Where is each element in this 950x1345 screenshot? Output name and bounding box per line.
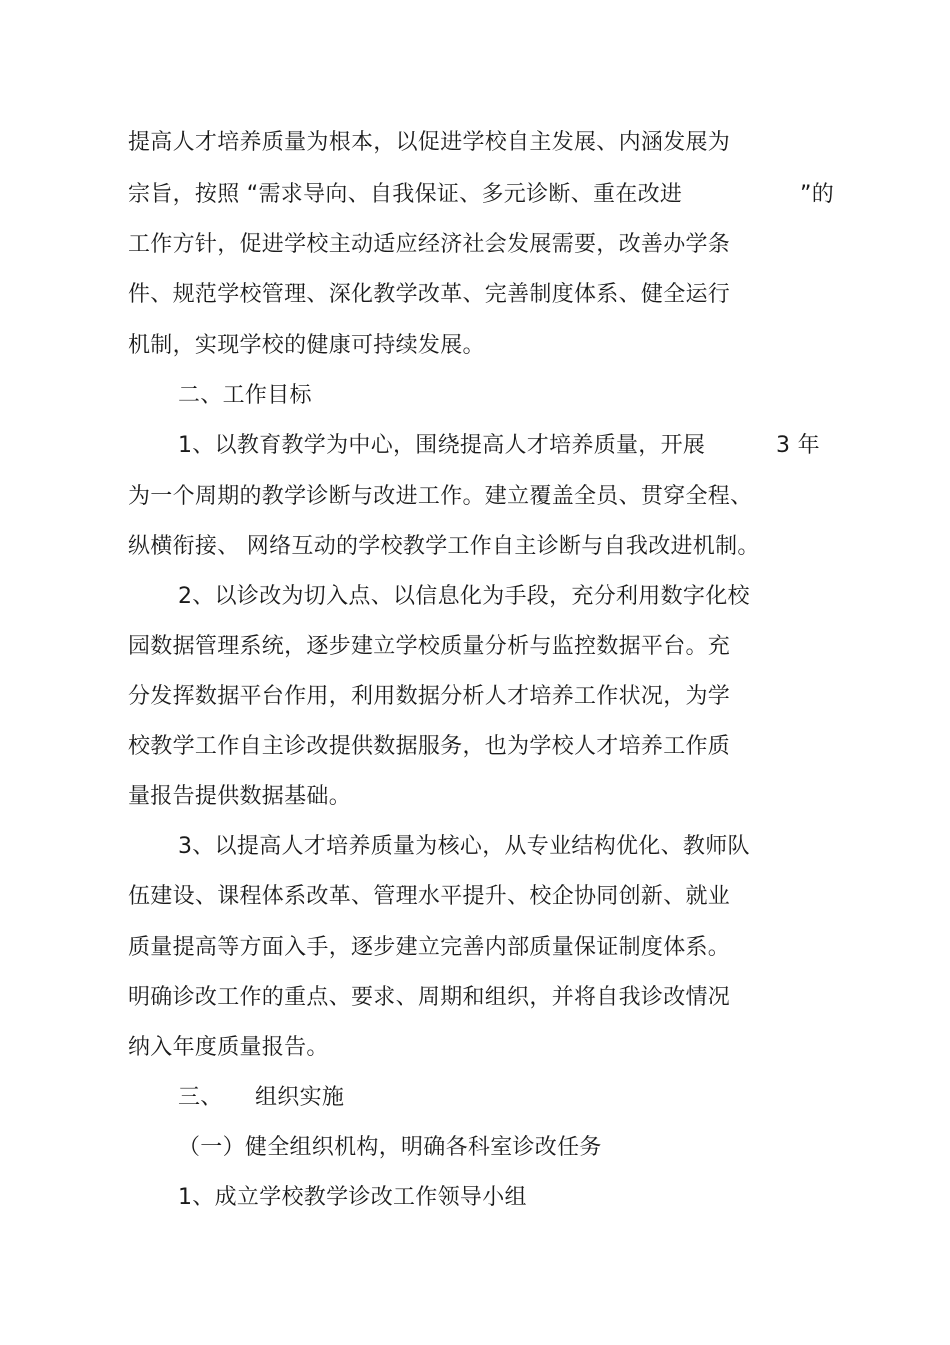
paragraph-line: 质量提高等方面入手，逐步建立完善内部质量保证制度体系。 — [128, 935, 731, 960]
list-item-heading: 1、成立学校教学诊改工作领导小组 — [178, 1185, 527, 1210]
paragraph-line: 纵横衔接、 网络互动的学校教学工作自主诊断与自我改进机制。 — [128, 534, 760, 559]
paragraph-line: 分发挥数据平台作用，利用数据分析人才培养工作状况，为学 — [128, 684, 731, 709]
paragraph-line: 明确诊改工作的重点、要求、周期和组织，并将自我诊改情况 — [128, 985, 731, 1010]
section-heading-work-goals: 二、工作目标 — [178, 383, 312, 408]
paragraph-line: 纳入年度质量报告。 — [128, 1035, 329, 1060]
paragraph-line: 工作方针，促进学校主动适应经济社会发展需要，改善办学条 — [128, 232, 731, 257]
cycle-years-text: 3 年 — [776, 433, 820, 458]
paragraph-line: 3、以提高人才培养质量为核心，从专业结构优化、教师队 — [178, 834, 750, 859]
paragraph-line: 机制，实现学校的健康可持续发展。 — [128, 333, 485, 358]
section-heading-implementation: 组织实施 — [255, 1085, 345, 1110]
paragraph-line: 2、以诊改为切入点、以信息化为手段，充分利用数字化校 — [178, 584, 750, 609]
paragraph-line: 件、规范学校管理、深化教学改革、完善制度体系、健全运行 — [128, 282, 731, 307]
paragraph-line: 宗旨，按照 “需求导向、自我保证、多元诊断、重在改进 — [128, 182, 683, 207]
paragraph-line: 校教学工作自主诊改提供数据服务，也为学校人才培养工作质 — [128, 734, 731, 759]
paragraph-line: 园数据管理系统，逐步建立学校质量分析与监控数据平台。充 — [128, 634, 731, 659]
paragraph-line: 1、以教育教学为中心，围绕提高人才培养质量，开展 — [178, 433, 706, 458]
paragraph-line: 伍建设、课程体系改革、管理水平提升、校企协同创新、就业 — [128, 884, 731, 909]
paragraph-line: 提高人才培养质量为根本，以促进学校自主发展、内涵发展为 — [128, 130, 731, 155]
subsection-heading: （一）健全组织机构，明确各科室诊改任务 — [178, 1135, 602, 1160]
closing-quote-text: ”的 — [800, 182, 834, 207]
paragraph-line: 量报告提供数据基础。 — [128, 784, 352, 809]
section-heading-number: 三、 — [178, 1085, 223, 1110]
paragraph-line: 为一个周期的教学诊断与改进工作。建立覆盖全员、贯穿全程、 — [128, 484, 753, 509]
